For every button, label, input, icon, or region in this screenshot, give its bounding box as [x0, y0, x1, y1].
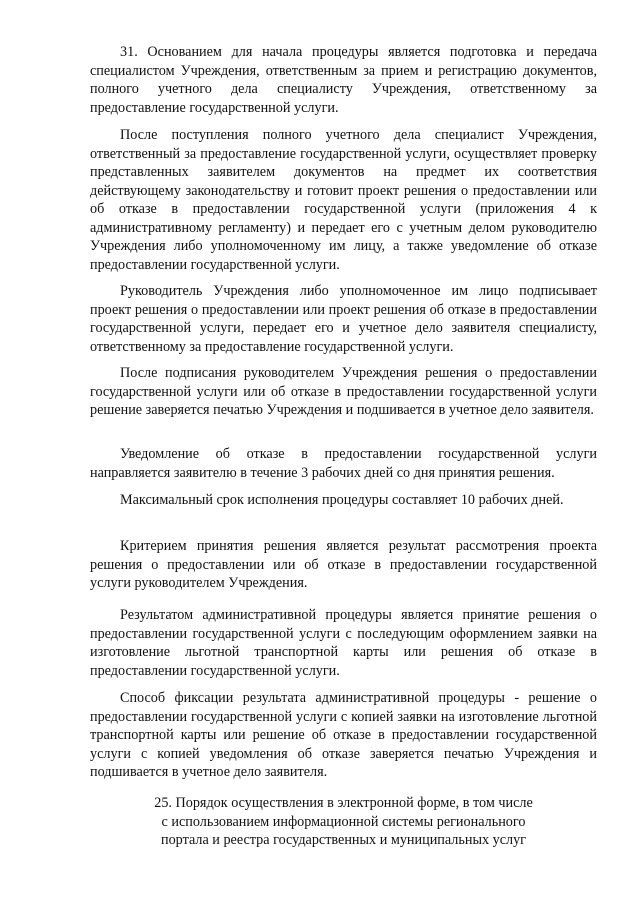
paragraph-procedure-result: Результатом административной процедуры является принятие решения о предоставлении государственной услуги с последующим оформлением заявки на изготовление льготной транспортной карты или решения об отказе в предоставлении государственной услуги. — [90, 607, 597, 679]
paragraph-max-duration: Максимальный срок исполнения процедуры составляет 10 рабочих дней. — [120, 492, 564, 508]
paragraph-head-signs: Руководитель Учреждения либо уполномоченное им лицо подписывает проект решения о предоставлении или проект решения об отказе в предоставлении государственной услуги, передает его и учетное дело заявителя специалисту, ответственному за предоставление государственной услуги. — [90, 283, 597, 355]
paragraph-procedure-basis: 31. Основанием для начала процедуры является подготовка и передача специалистом Учреждения, ответственным за прием и регистрацию документов, полного учетного дела специалисту Учреждения, ответственному за предоставление государственной услуги. — [90, 44, 597, 116]
section-heading-line-3: портала и реестра государственных и муниципальных услуг — [161, 832, 526, 848]
section-heading-line-1: 25. Порядок осуществления в электронной форме, в том числе — [154, 795, 533, 811]
section-heading-line-2: с использованием информационной системы регионального — [161, 813, 526, 830]
paragraph-after-signing: После подписания руководителем Учреждения решения о предоставлении государственной услуги или об отказе в предоставлении государственной услуги решение заверяется печатью Учреждения и подшивается в учетное дело заявителя. — [90, 365, 597, 418]
paragraph-result-recording: Способ фиксации результата административной процедуры - решение о предоставлении государственной услуги с копией заявки на изготовление льготной транспортной карты или решение об отказе в предоставлении государственной услуги с копией уведомления об отказе заверяется печатью Учреждения и подшивается в учетное дело заявителя. — [90, 690, 597, 780]
paragraph-specialist-review: После поступления полного учетного дела специалист Учреждения, ответственный за предоставление государственной услуги, осуществляет проверку представленных заявителем документов на предмет их соответствия действующему законодательству и готовит проект решения о предоставлении или об отказе в предоставлении государственной услуги (приложения 4 к административному регламенту) и передает его с учетным делом руководителю Учреждения либо уполномоченному им лицу, а также уведомление об отказе предоставлении государственной услуги. — [90, 127, 597, 273]
paragraph-refusal-notice: Уведомление об отказе в предоставлении государственной услуги направляется заявителю в течение 3 рабочих дней со дня принятия решения. — [90, 446, 597, 481]
section-heading — [90, 794, 597, 850]
paragraph-decision-criterion: Критерием принятия решения является результат рассмотрения проекта решения о предоставлении или об отказе в предоставлении государственной услуги руководителем Учреждения. — [90, 538, 597, 591]
